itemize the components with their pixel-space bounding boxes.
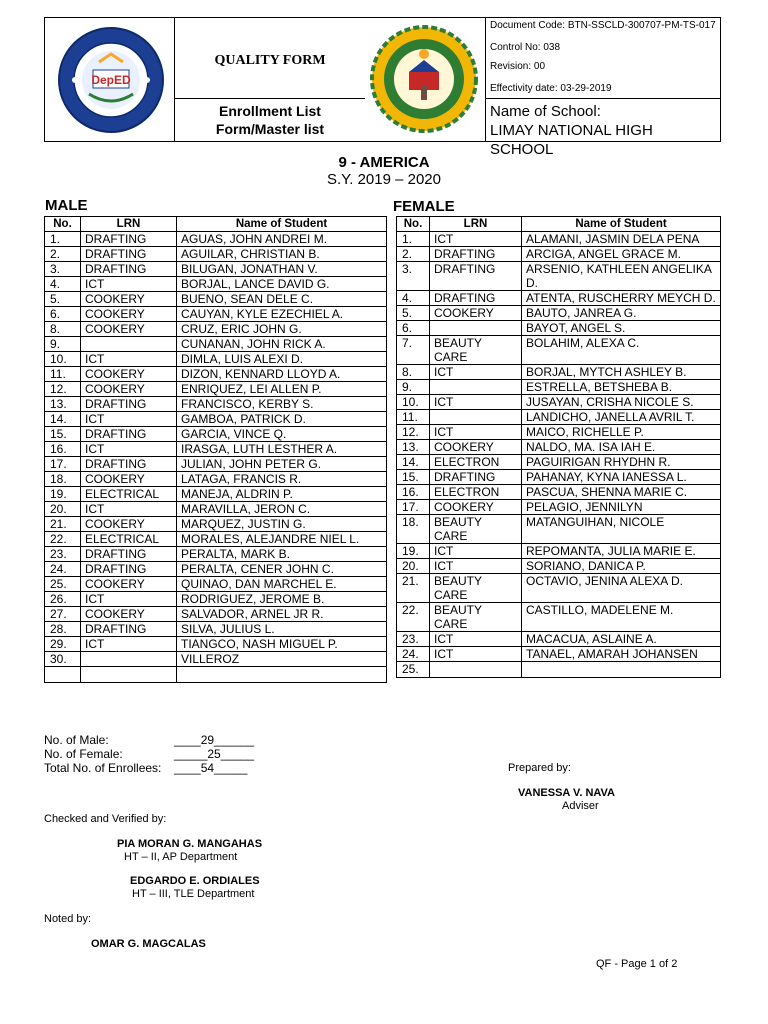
cell-name: BORJAL, LANCE DAVID G. (177, 277, 387, 292)
cell-lrn: COOKERY (81, 472, 177, 487)
column-header-lrn: LRN (430, 217, 522, 232)
cell-name: MANEJA, ALDRIN P. (177, 487, 387, 502)
school-seal-cell (365, 18, 486, 141)
cell-lrn: ICT (430, 632, 522, 647)
cell-lrn: DRAFTING (81, 457, 177, 472)
cell-name: REPOMANTA, JULIA MARIE E. (522, 544, 721, 559)
cell-lrn: ICT (81, 277, 177, 292)
cell-lrn: COOKERY (430, 500, 522, 515)
cell-name: AGUILAR, CHRISTIAN B. (177, 247, 387, 262)
cell-lrn: ICT (81, 637, 177, 652)
cell-name: ALAMANI, JASMIN DELA PENA (522, 232, 721, 247)
cell-lrn (81, 337, 177, 352)
column-header-no: No. (397, 217, 430, 232)
cell-no: 21. (45, 517, 81, 532)
cell-lrn: ELECTRON (430, 485, 522, 500)
cell-no: 7. (397, 336, 430, 365)
cell-no: 13. (45, 397, 81, 412)
cell-name: MARAVILLA, JERON C. (177, 502, 387, 517)
cell-no: 5. (45, 292, 81, 307)
cell-name: ARCIGA, ANGEL GRACE M. (522, 247, 721, 262)
cell-lrn: ICT (430, 559, 522, 574)
cell-name: ATENTA, RUSCHERRY MEYCH D. (522, 291, 721, 306)
cell-no: 22. (397, 603, 430, 632)
cell-lrn: ICT (430, 647, 522, 662)
cell-name: LANDICHO, JANELLA AVRIL T. (522, 410, 721, 425)
cell-name: AGUAS, JOHN ANDREI M. (177, 232, 387, 247)
prepared-by-label: Prepared by: (508, 762, 571, 774)
cell-lrn (81, 652, 177, 667)
table-row (397, 247, 721, 262)
cell-no: 12. (397, 425, 430, 440)
table-row (397, 603, 721, 632)
table-row (397, 395, 721, 410)
female-count-value: _____25_____ (174, 747, 255, 761)
cell-name: SALVADOR, ARNEL JR R. (177, 607, 387, 622)
form-title (175, 98, 365, 138)
table-header-row (397, 217, 721, 232)
table-row (397, 425, 721, 440)
cell-lrn: ICT (81, 592, 177, 607)
page-footer: QF - Page 1 of 2 (596, 958, 678, 970)
cell-name: BAYOT, ANGEL S. (522, 321, 721, 336)
table-row (397, 515, 721, 544)
table-row (397, 544, 721, 559)
cell-no: 22. (45, 532, 81, 547)
table-row (45, 232, 387, 247)
cell-no: 20. (45, 502, 81, 517)
cell-no: 5. (397, 306, 430, 321)
table-row (397, 559, 721, 574)
table-row (397, 232, 721, 247)
cell-lrn: ICT (430, 425, 522, 440)
table-row (45, 337, 387, 352)
table-row (45, 277, 387, 292)
form-title-cell (175, 18, 365, 141)
table-row (45, 247, 387, 262)
cell-name: PERALTA, CENER JOHN C. (177, 562, 387, 577)
table-row (45, 517, 387, 532)
cell-name: PERALTA, MARK B. (177, 547, 387, 562)
column-header-name: Name of Student (522, 217, 721, 232)
cell-no: 30. (45, 652, 81, 667)
cell-lrn: DRAFTING (430, 291, 522, 306)
cell-no: 3. (397, 262, 430, 291)
cell-no: 23. (397, 632, 430, 647)
cell-name: GARCIA, VINCE Q. (177, 427, 387, 442)
table-row (45, 442, 387, 457)
table-header-row (45, 217, 387, 232)
table-row (397, 440, 721, 455)
male-count-value: ____29______ (174, 733, 255, 747)
document-code: Document Code: BTN-SSCLD-300707-PM-TS-017 (490, 20, 716, 31)
cell-lrn: ELECTRICAL (81, 487, 177, 502)
school-name: LIMAY NATIONAL HIGH SCHOOL (490, 122, 653, 158)
cell-lrn: ICT (430, 395, 522, 410)
cell-lrn (430, 380, 522, 395)
school-info (486, 98, 720, 159)
table-row (397, 336, 721, 365)
cell-name: NALDO, MA. ISA IAH E. (522, 440, 721, 455)
cell-name (177, 667, 387, 683)
noter-name: OMAR G. MAGCALAS (91, 938, 206, 950)
cell-name: GAMBOA, PATRICK D. (177, 412, 387, 427)
table-row (397, 380, 721, 395)
table-row (45, 307, 387, 322)
cell-lrn: ELECTRICAL (81, 532, 177, 547)
cell-lrn: DRAFTING (81, 622, 177, 637)
cell-no: 14. (45, 412, 81, 427)
cell-name: SORIANO, DANICA P. (522, 559, 721, 574)
table-row (397, 662, 721, 678)
female-count-label: No. of Female: (44, 747, 123, 761)
cell-name: BOLAHIM, ALEXA C. (522, 336, 721, 365)
cell-name: ENRIQUEZ, LEI ALLEN P. (177, 382, 387, 397)
table-row (45, 382, 387, 397)
cell-lrn: ICT (81, 412, 177, 427)
section-title: 9 - AMERICA (338, 154, 430, 171)
cell-no: 20. (397, 559, 430, 574)
cell-name: JULIAN, JOHN PETER G. (177, 457, 387, 472)
cell-no: 17. (397, 500, 430, 515)
form-title-line2: Form/Master list (215, 121, 325, 137)
cell-name: ARSENIO, KATHLEEN ANGELIKA D. (522, 262, 721, 291)
table-row (45, 577, 387, 592)
cell-lrn: ICT (430, 544, 522, 559)
table-row (397, 306, 721, 321)
cell-no: 15. (45, 427, 81, 442)
cell-lrn: ICT (81, 502, 177, 517)
table-row (397, 470, 721, 485)
cell-no: 23. (45, 547, 81, 562)
table-row (397, 485, 721, 500)
table-row (397, 632, 721, 647)
cell-no: 24. (397, 647, 430, 662)
cell-name: LATAGA, FRANCIS R. (177, 472, 387, 487)
cell-no: 25. (397, 662, 430, 678)
table-row (45, 652, 387, 667)
female-label: FEMALE (393, 198, 455, 215)
table-row (45, 457, 387, 472)
cell-name: QUINAO, DAN MARCHEL E. (177, 577, 387, 592)
adviser-role: Adviser (562, 800, 599, 812)
cell-no: 28. (45, 622, 81, 637)
cell-name: PAHANAY, KYNA IANESSA L. (522, 470, 721, 485)
table-row (45, 532, 387, 547)
table-row (45, 667, 387, 683)
deped-seal-icon (55, 24, 167, 136)
cell-name: OCTAVIO, JENINA ALEXA D. (522, 574, 721, 603)
school-seal-icon (369, 24, 479, 134)
cell-lrn: ICT (81, 352, 177, 367)
cell-no: 19. (397, 544, 430, 559)
cell-no: 14. (397, 455, 430, 470)
revision: Revision: 00 (490, 61, 546, 72)
table-row (397, 410, 721, 425)
table-row (45, 487, 387, 502)
cell-name: CRUZ, ERIC JOHN G. (177, 322, 387, 337)
cell-name: MATANGUIHAN, NICOLE (522, 515, 721, 544)
column-header-name: Name of Student (177, 217, 387, 232)
table-row (45, 397, 387, 412)
cell-no: 11. (397, 410, 430, 425)
cell-no: 2. (45, 247, 81, 262)
cell-name: BUENO, SEAN DELE C. (177, 292, 387, 307)
cell-name: MACACUA, ASLAINE A. (522, 632, 721, 647)
cell-no: 16. (397, 485, 430, 500)
cell-name: ESTRELLA, BETSHEBA B. (522, 380, 721, 395)
table-row (45, 472, 387, 487)
cell-no: 24. (45, 562, 81, 577)
cell-lrn: BEAUTY CARE (430, 336, 522, 365)
cell-lrn: COOKERY (81, 607, 177, 622)
effectivity-date: Effectivity date: 03-29-2019 (490, 83, 612, 94)
female-roster-table (396, 216, 721, 678)
cell-name (522, 662, 721, 678)
table-row (45, 637, 387, 652)
cell-name: CAUYAN, KYLE EZECHIEL A. (177, 307, 387, 322)
table-row (45, 607, 387, 622)
cell-lrn: DRAFTING (81, 397, 177, 412)
table-row (397, 500, 721, 515)
cell-name: TANAEL, AMARAH JOHANSEN (522, 647, 721, 662)
cell-name: JUSAYAN, CRISHA NICOLE S. (522, 395, 721, 410)
table-row (397, 455, 721, 470)
cell-lrn: BEAUTY CARE (430, 603, 522, 632)
male-roster-table (44, 216, 387, 683)
cell-no: 26. (45, 592, 81, 607)
quality-form-title: QUALITY FORM (214, 53, 326, 68)
cell-no: 16. (45, 442, 81, 457)
cell-no: 3. (45, 262, 81, 277)
cell-no: 4. (45, 277, 81, 292)
checker2-role: HT – III, TLE Department (132, 888, 255, 900)
cell-lrn: DRAFTING (81, 562, 177, 577)
table-row (45, 427, 387, 442)
cell-lrn: COOKERY (430, 306, 522, 321)
table-row (45, 622, 387, 637)
cell-lrn: DRAFTING (81, 247, 177, 262)
table-row (397, 574, 721, 603)
table-row (397, 647, 721, 662)
cell-lrn: DRAFTING (430, 247, 522, 262)
table-row (397, 321, 721, 336)
cell-no: 10. (45, 352, 81, 367)
cell-name: CASTILLO, MADELENE M. (522, 603, 721, 632)
cell-lrn: COOKERY (81, 517, 177, 532)
cell-lrn: COOKERY (81, 322, 177, 337)
cell-lrn: ICT (430, 232, 522, 247)
male-count-label: No. of Male: (44, 733, 109, 747)
cell-name: VILLEROZ (177, 652, 387, 667)
cell-no: 2. (397, 247, 430, 262)
table-row (45, 262, 387, 277)
cell-lrn: ELECTRON (430, 455, 522, 470)
cell-name: PAGUIRIGAN RHYDHN R. (522, 455, 721, 470)
deped-logo-cell (45, 18, 175, 141)
school-label: Name of School: (490, 103, 601, 120)
cell-no: 18. (397, 515, 430, 544)
cell-lrn: COOKERY (81, 382, 177, 397)
total-count-value: ____54_____ (174, 761, 248, 775)
cell-lrn: DRAFTING (81, 427, 177, 442)
column-header-no: No. (45, 217, 81, 232)
cell-name: MAICO, RICHELLE P. (522, 425, 721, 440)
cell-name: BILUGAN, JONATHAN V. (177, 262, 387, 277)
cell-name: MARQUEZ, JUSTIN G. (177, 517, 387, 532)
checker1-role: HT – II, AP Department (124, 851, 238, 863)
cell-lrn: DRAFTING (430, 470, 522, 485)
cell-no: 8. (45, 322, 81, 337)
cell-lrn: DRAFTING (81, 232, 177, 247)
cell-name: CUNANAN, JOHN RICK A. (177, 337, 387, 352)
cell-name: BAUTO, JANREA G. (522, 306, 721, 321)
cell-no: 25. (45, 577, 81, 592)
cell-no: 21. (397, 574, 430, 603)
table-row (45, 547, 387, 562)
noted-by-label: Noted by: (44, 913, 92, 925)
cell-lrn: DRAFTING (81, 262, 177, 277)
cell-lrn: COOKERY (430, 440, 522, 455)
checker2-name: EDGARDO E. ORDIALES (130, 875, 260, 887)
cell-name: IRASGA, LUTH LESTHER A. (177, 442, 387, 457)
cell-name: BORJAL, MYTCH ASHLEY B. (522, 365, 721, 380)
table-row (45, 502, 387, 517)
cell-lrn (430, 662, 522, 678)
table-row (45, 322, 387, 337)
cell-name: SILVA, JULIUS L. (177, 622, 387, 637)
cell-no: 11. (45, 367, 81, 382)
table-row (397, 291, 721, 306)
cell-name: PELAGIO, JENNILYN (522, 500, 721, 515)
cell-no: 6. (45, 307, 81, 322)
cell-no: 8. (397, 365, 430, 380)
cell-no: 6. (397, 321, 430, 336)
cell-name: MORALES, ALEJANDRE NIEL L. (177, 532, 387, 547)
checked-by-label: Checked and Verified by: (44, 813, 167, 825)
form-header (44, 17, 721, 158)
male-rows (45, 232, 387, 683)
cell-lrn: COOKERY (81, 292, 177, 307)
cell-no: 29. (45, 637, 81, 652)
column-header-lrn: LRN (81, 217, 177, 232)
cell-lrn: ICT (430, 365, 522, 380)
cell-lrn: BEAUTY CARE (430, 515, 522, 544)
cell-no: 10. (397, 395, 430, 410)
cell-name: DIMLA, LUIS ALEXI D. (177, 352, 387, 367)
table-row (45, 412, 387, 427)
checker1-name: PIA MORAN G. MANGAHAS (117, 838, 263, 850)
cell-lrn: DRAFTING (430, 262, 522, 291)
cell-lrn (81, 667, 177, 683)
cell-lrn: COOKERY (81, 577, 177, 592)
cell-no: 19. (45, 487, 81, 502)
table-row (45, 352, 387, 367)
form-title-line1: Enrollment List (219, 103, 321, 119)
female-rows (397, 232, 721, 678)
cell-no (45, 667, 81, 683)
cell-no: 13. (397, 440, 430, 455)
cell-name: PASCUA, SHENNA MARIE C. (522, 485, 721, 500)
cell-no: 17. (45, 457, 81, 472)
total-count-label: Total No. of Enrollees: (44, 761, 162, 775)
table-row (45, 367, 387, 382)
male-label: MALE (45, 197, 88, 214)
cell-no: 18. (45, 472, 81, 487)
cell-lrn: COOKERY (81, 367, 177, 382)
cell-no: 4. (397, 291, 430, 306)
cell-no: 9. (45, 337, 81, 352)
cell-lrn: ICT (81, 442, 177, 457)
cell-name: TIANGCO, NASH MIGUEL P. (177, 637, 387, 652)
cell-lrn (430, 321, 522, 336)
cell-lrn: COOKERY (81, 307, 177, 322)
cell-no: 27. (45, 607, 81, 622)
control-no: Control No: 038 (490, 42, 561, 53)
school-year: S.Y. 2019 – 2020 (327, 171, 441, 188)
table-row (45, 592, 387, 607)
cell-lrn (430, 410, 522, 425)
cell-no: 12. (45, 382, 81, 397)
cell-name: DIZON, KENNARD LLOYD A. (177, 367, 387, 382)
cell-lrn: DRAFTING (81, 547, 177, 562)
cell-no: 1. (397, 232, 430, 247)
cell-lrn: BEAUTY CARE (430, 574, 522, 603)
cell-no: 1. (45, 232, 81, 247)
cell-name: FRANCISCO, KERBY S. (177, 397, 387, 412)
table-row (397, 262, 721, 291)
table-row (45, 292, 387, 307)
document-info-cell (486, 18, 720, 158)
cell-no: 15. (397, 470, 430, 485)
cell-name: RODRIGUEZ, JEROME B. (177, 592, 387, 607)
table-row (397, 365, 721, 380)
adviser-name: VANESSA V. NAVA (518, 787, 615, 799)
svg-text:DepED: DepED (91, 73, 131, 87)
table-row (45, 562, 387, 577)
cell-no: 9. (397, 380, 430, 395)
